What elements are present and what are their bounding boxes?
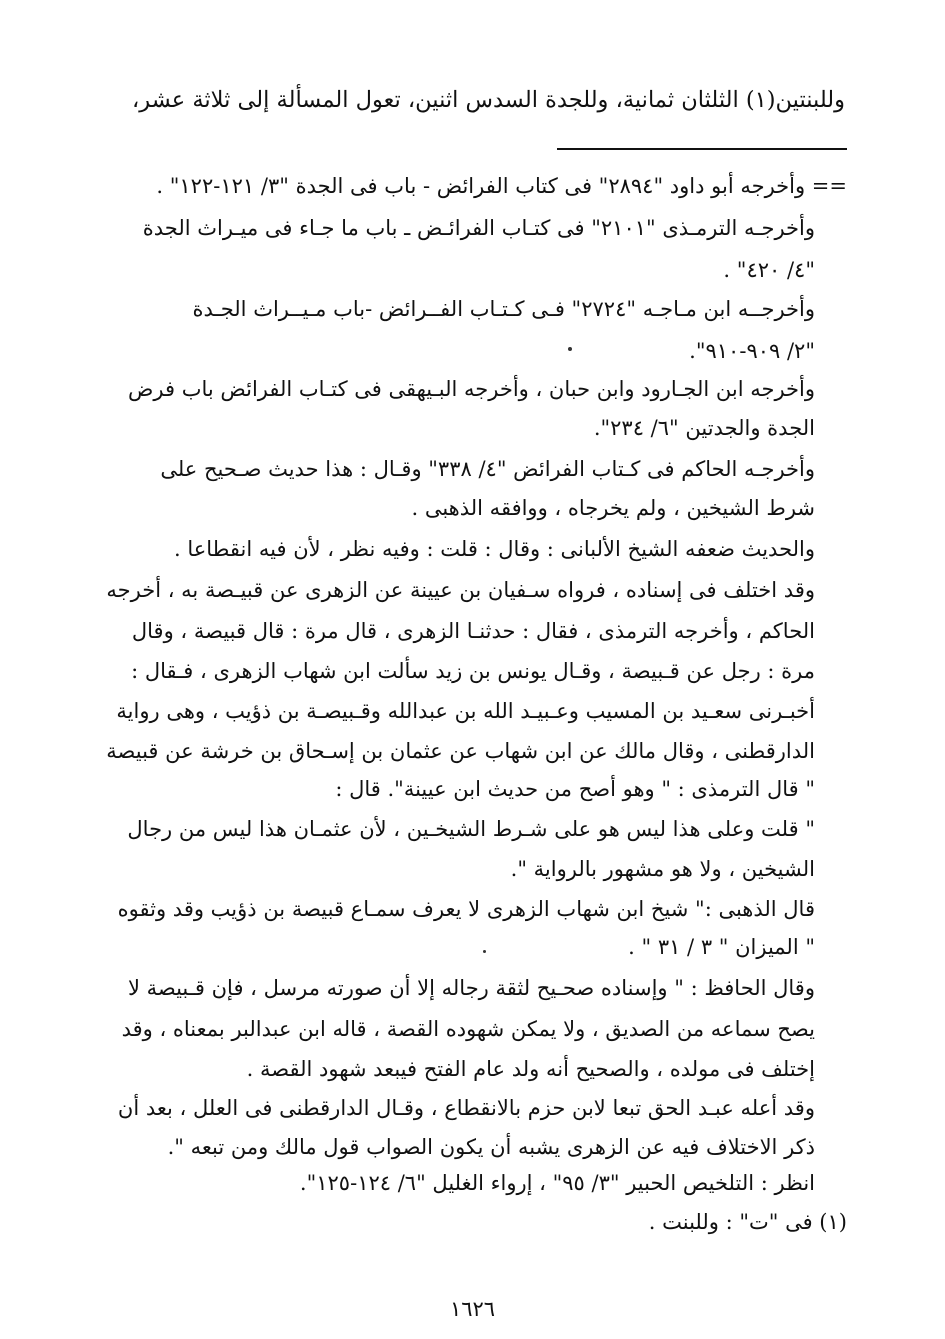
footnote-line: وأخرجــه ابن مـاجـه "٢٧٢٤" فـى كـتـاب الفــرائض -باب مـيــراث الجـدة <box>192 297 815 321</box>
footnote-separator <box>557 148 847 150</box>
footnote-line: وأخرجه ابن الجـارود وابن حبان ، وأخرجه البـيهقى فى كتـاب الفرائض باب فرض <box>128 377 815 401</box>
footnote-line: " قال الترمذى : " وهو أصح من حديث ابن عيينة". قال : <box>335 777 815 801</box>
print-speck <box>568 347 572 351</box>
footnote-line: ذكر الاختلاف فيه عن الزهرى يشبه أن يكون الصواب قول مالك ومن تبعه ". <box>167 1135 815 1159</box>
footnote-line: قال الذهبى :" شيخ ابن شهاب الزهرى لا يعرف سمـاع قبيصة بن ذؤيب وقد وثقوه <box>117 897 815 921</box>
footnote-line: الحاكم ، وأخرجه الترمذى ، فقال : حدثنـا الزهرى ، قال مرة : قال قبيصة ، وقال <box>131 619 815 643</box>
footnote-line: إختلف فى مولده ، والصحيح أنه ولد عام الفتح فيبعد شهود القصة . <box>246 1057 815 1081</box>
footnote-line: يصح سماعه من الصديق ، ولا يمكن شهوده القصة ، قاله ابن عبدالبر بمعناه ، وقد <box>121 1017 815 1041</box>
print-speck <box>483 950 486 953</box>
footnote-line: " الميزان " ٣ / ٣١ " . <box>628 935 815 959</box>
footnote-line: وأخرجـه الترمـذى "٢١٠١" فى كتـاب الفرائـض ـ باب ما جـاء فى ميـراث الجدة <box>142 216 815 240</box>
footnote-line: الدارقطنى ، وقال مالك عن ابن شهاب عن عثمان بن إسـحاق بن خرشة عن قبيصة <box>106 739 815 763</box>
footnote-line: انظر : التلخيص الحبير "٣/ ٩٥" ، إرواء الغليل "٦/ ١٢٤-١٢٥". <box>299 1171 815 1195</box>
footnote-line: الجدة والجدتين "٦/ ٢٣٤". <box>593 416 815 440</box>
footnote-line: وأخرجـه الحاكم فى كـتاب الفرائض "٤/ ٣٣٨" وقـال : هذا حديث صـحيح على <box>160 457 815 481</box>
footnote-line: شرط الشيخين ، ولم يخرجاه ، ووافقه الذهبى . <box>411 496 815 520</box>
footnote-line: وقال الحافظ : " وإسناده صحـيح لثقة رجاله إلا أن صورته مرسل ، فإن قـبيصة لا <box>127 976 815 1000</box>
footnote-line: الشيخين ، ولا هو مشهور بالرواية ". <box>510 857 815 881</box>
footnote-line: وقد اختلف فى إسناده ، فرواه سـفيان بن عيينة عن الزهرى عن قبيـصة به ، أخرجه <box>106 578 815 602</box>
footnote-line: وقد أعله عبـد الحق تبعا لابن حزم بالانقطاع ، وقـال الدارقطنى فى العلل ، بعد أن <box>117 1096 815 1120</box>
footnote-line: " قلت وعلى هذا ليس هو على شـرط الشيخـين ، لأن عثمـان هذا ليس من رجال <box>127 817 815 841</box>
footnote-marker-line: (١) فى "ت" : وللبنت . <box>648 1210 847 1234</box>
footnote-line: أخبـرنى سعـيد بن المسيب وعـبيـد الله بن عبدالله وقـبيصـة بن ذؤيب ، وهى رواية <box>116 699 815 723</box>
page-number: ١٦٢٦ <box>449 1297 496 1321</box>
footnote-line: والحديث ضعفه الشيخ الألبانى : وقال : قلت : وفيه نظر ، لأن فيه انقطاعا . <box>174 537 815 561</box>
footnote-line: == وأخرجه أبو داود "٢٨٩٤" فى كتاب الفرائض - باب فى الجدة "٣/ ١٢١-١٢٢" . <box>156 174 847 198</box>
footnote-line: "٤/ ٤٢٠" . <box>723 258 815 282</box>
footnote-line: "٢/ ٩٠٩-٩١٠". <box>689 339 815 363</box>
main-text-line: وللبنتين(١) الثلثان ثمانية، وللجدة السدس اثنين، تعول المسألة إلى ثلاثة عشر، <box>132 87 845 113</box>
footnote-line: مرة : رجل عن قـبيصة ، وقـال يونس بن زيد سألت ابن شهاب الزهرى ، فـقال : <box>131 659 815 683</box>
